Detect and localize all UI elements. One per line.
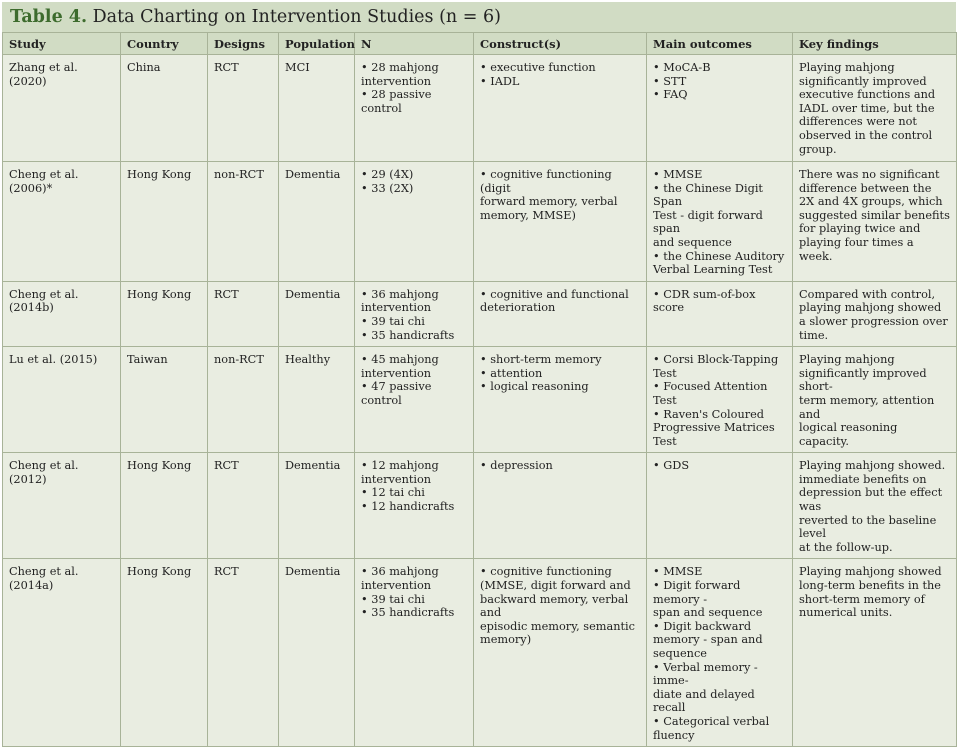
cell-population: Dementia <box>279 162 355 282</box>
table-row <box>3 559 957 747</box>
cell-line: span and sequence <box>653 606 763 620</box>
cell-country: Hong Kong <box>121 281 208 346</box>
cell-line: suggested similar benefits <box>799 208 950 222</box>
cell-constructs <box>474 162 647 282</box>
cell-line: • 36 mahjong <box>361 287 439 301</box>
cell-country: Hong Kong <box>121 559 208 747</box>
cell-line: group. <box>799 142 837 156</box>
cell-population: Dementia <box>279 281 355 346</box>
cell-design: RCT <box>208 55 279 162</box>
cell-line: Verbal Learning Test <box>653 263 773 277</box>
cell-line: forward memory, verbal <box>480 195 618 209</box>
cell-design: non-RCT <box>208 162 279 282</box>
cell-line: deterioration <box>480 301 556 315</box>
cell-line: • executive function <box>480 61 596 74</box>
cell-study: Cheng et al. (2012) <box>3 453 121 559</box>
cell-line: episodic memory, semantic <box>480 619 635 633</box>
cell-n <box>355 55 474 162</box>
cell-findings <box>793 559 957 747</box>
cell-constructs <box>474 347 647 453</box>
cell-line: differences were not <box>799 115 917 129</box>
cell-population: Healthy <box>279 347 355 453</box>
cell-line: significantly improved short- <box>799 366 927 394</box>
cell-line: Playing mahjong showed. <box>799 459 946 473</box>
col-header-study: Study <box>3 33 121 55</box>
cell-line: long-term benefits in the <box>799 579 941 593</box>
cell-line: significantly improved <box>799 74 927 88</box>
cell-line: time. <box>799 328 829 342</box>
cell-findings <box>793 347 957 453</box>
cell-population: MCI <box>279 55 355 162</box>
cell-line: • Corsi Block-Tapping <box>653 353 779 367</box>
cell-population: Dementia <box>279 559 355 747</box>
cell-line: • 12 handicrafts <box>361 500 455 514</box>
col-header-country: Country <box>121 33 208 55</box>
cell-line: • CDR sum-of-box score <box>653 287 756 315</box>
cell-study: Cheng et al. (2006)* <box>3 162 121 282</box>
cell-line: diate and delayed recall <box>653 687 755 715</box>
cell-line: • IADL <box>480 74 520 88</box>
cell-n <box>355 453 474 559</box>
cell-line: Playing mahjong showed <box>799 565 942 579</box>
table-label: Table 4. <box>10 7 88 27</box>
cell-constructs <box>474 281 647 346</box>
col-header-main-outcomes: Main outcomes <box>647 33 793 55</box>
col-header-key-findings: Key findings <box>793 33 957 55</box>
cell-findings <box>793 453 957 559</box>
cell-line: depression but the effect was <box>799 486 943 514</box>
cell-line: (MMSE, digit forward and <box>480 579 631 593</box>
cell-line: a slower progression over <box>799 314 948 328</box>
cell-outcomes <box>647 281 793 346</box>
cell-outcomes <box>647 162 793 282</box>
cell-country: Taiwan <box>121 347 208 453</box>
cell-line: playing four times a week. <box>799 235 914 263</box>
cell-line: • cognitive functioning (digit <box>480 168 612 195</box>
cell-line: for playing twice and <box>799 222 921 236</box>
cell-line: intervention <box>361 366 432 380</box>
cell-line: Progressive Matrices Test <box>653 421 775 448</box>
cell-outcomes <box>647 559 793 747</box>
cell-line: difference between the <box>799 181 932 195</box>
cell-outcomes <box>647 453 793 559</box>
data-table <box>2 32 957 747</box>
cell-line: memory - span and <box>653 633 763 647</box>
cell-line: reverted to the baseline level <box>799 513 937 541</box>
cell-line: playing mahjong showed <box>799 301 942 315</box>
table-row <box>3 55 957 162</box>
cell-population: Dementia <box>279 453 355 559</box>
cell-line: • cognitive functioning <box>480 565 612 579</box>
cell-line: Test - digit forward span <box>653 208 763 236</box>
cell-line: • 29 (4X) <box>361 168 414 181</box>
cell-line: fluency <box>653 728 695 742</box>
table-row <box>3 281 957 346</box>
cell-study: Zhang et al. (2020) <box>3 55 121 162</box>
col-header-constructs: Construct(s) <box>474 33 647 55</box>
cell-line: • Raven's Coloured <box>653 407 765 421</box>
table-container <box>2 2 956 742</box>
cell-outcomes <box>647 347 793 453</box>
cell-constructs <box>474 55 647 162</box>
cell-line: 2X and 4X groups, which <box>799 195 943 209</box>
col-header-population: Population <box>279 33 355 55</box>
table-title: Data Charting on Intervention Studies (n = 6) <box>92 7 501 27</box>
cell-line: immediate benefits on <box>799 472 927 486</box>
cell-line: • Verbal memory - imme- <box>653 660 758 688</box>
cell-line: logical reasoning capacity. <box>799 421 898 448</box>
cell-n <box>355 347 474 453</box>
cell-line: • Digit backward <box>653 619 752 633</box>
cell-line: memory, MMSE) <box>480 208 576 222</box>
cell-outcomes <box>647 55 793 162</box>
cell-line: observed in the control <box>799 128 933 142</box>
cell-line: • Categorical verbal <box>653 714 770 728</box>
cell-country: Hong Kong <box>121 453 208 559</box>
cell-n <box>355 162 474 282</box>
cell-line: • 35 handicrafts <box>361 606 455 620</box>
cell-line: IADL over time, but the <box>799 101 935 115</box>
cell-line: and sequence <box>653 235 732 249</box>
cell-line: • MoCA-B <box>653 61 711 74</box>
cell-line: term memory, attention and <box>799 393 935 421</box>
col-header-designs: Designs <box>208 33 279 55</box>
cell-line: • short-term memory <box>480 353 602 367</box>
cell-line: numerical units. <box>799 606 893 620</box>
cell-line: intervention <box>361 301 432 315</box>
cell-line: Compared with control, <box>799 287 936 301</box>
cell-line: There was no significant <box>799 168 940 181</box>
header-row <box>3 33 957 55</box>
cell-design: RCT <box>208 559 279 747</box>
cell-line: backward memory, verbal and <box>480 592 629 620</box>
cell-line: • 47 passive control <box>361 380 432 407</box>
cell-line: Playing mahjong <box>799 61 895 74</box>
cell-line: at the follow-up. <box>799 540 893 554</box>
table-row <box>3 347 957 453</box>
cell-line: • 36 mahjong <box>361 565 439 579</box>
cell-line: • Digit forward memory - <box>653 579 741 606</box>
cell-n <box>355 281 474 346</box>
cell-line: • 35 handicrafts <box>361 328 455 342</box>
cell-design: RCT <box>208 453 279 559</box>
cell-line: intervention <box>361 579 432 593</box>
cell-constructs <box>474 453 647 559</box>
cell-line: memory) <box>480 633 532 647</box>
cell-line: Playing mahjong <box>799 353 895 367</box>
cell-findings <box>793 55 957 162</box>
cell-study: Cheng et al. (2014a) <box>3 559 121 747</box>
cell-line: • MMSE <box>653 168 703 181</box>
cell-line: • 39 tai chi <box>361 592 425 606</box>
col-header-n: N <box>355 33 474 55</box>
cell-n <box>355 559 474 747</box>
cell-line: sequence <box>653 647 707 660</box>
cell-study: Cheng et al. (2014b) <box>3 281 121 346</box>
table-caption <box>2 2 956 32</box>
cell-line: • attention <box>480 366 543 380</box>
cell-study: Lu et al. (2015) <box>3 347 121 453</box>
cell-line: • MMSE <box>653 565 703 579</box>
cell-line: • Focused Attention Test <box>653 380 768 407</box>
cell-line: • 33 (2X) <box>361 181 414 195</box>
cell-line: • GDS <box>653 459 690 473</box>
cell-line: • 45 mahjong <box>361 353 439 367</box>
cell-design: non-RCT <box>208 347 279 453</box>
cell-line: • the Chinese Auditory <box>653 249 785 263</box>
cell-country: China <box>121 55 208 162</box>
cell-line: • 12 mahjong <box>361 459 439 473</box>
cell-line: • depression <box>480 459 553 473</box>
cell-line: intervention <box>361 74 432 88</box>
cell-country: Hong Kong <box>121 162 208 282</box>
cell-line: • cognitive and functional <box>480 287 629 301</box>
cell-line: • 28 mahjong <box>361 61 439 74</box>
cell-findings <box>793 162 957 282</box>
cell-line: • FAQ <box>653 88 688 102</box>
cell-findings <box>793 281 957 346</box>
cell-line: Test <box>653 366 677 380</box>
cell-line: intervention <box>361 472 432 486</box>
table-row <box>3 162 957 282</box>
cell-line: • STT <box>653 74 687 88</box>
cell-line: • 12 tai chi <box>361 486 425 500</box>
cell-line: • 28 passive control <box>361 88 432 115</box>
cell-constructs <box>474 559 647 747</box>
cell-line: • logical reasoning <box>480 380 589 394</box>
cell-line: executive functions and <box>799 88 936 102</box>
cell-line: short-term memory of <box>799 592 925 606</box>
table-row <box>3 453 957 559</box>
cell-line: • the Chinese Digit Span <box>653 181 763 209</box>
cell-design: RCT <box>208 281 279 346</box>
cell-line: • 39 tai chi <box>361 314 425 328</box>
